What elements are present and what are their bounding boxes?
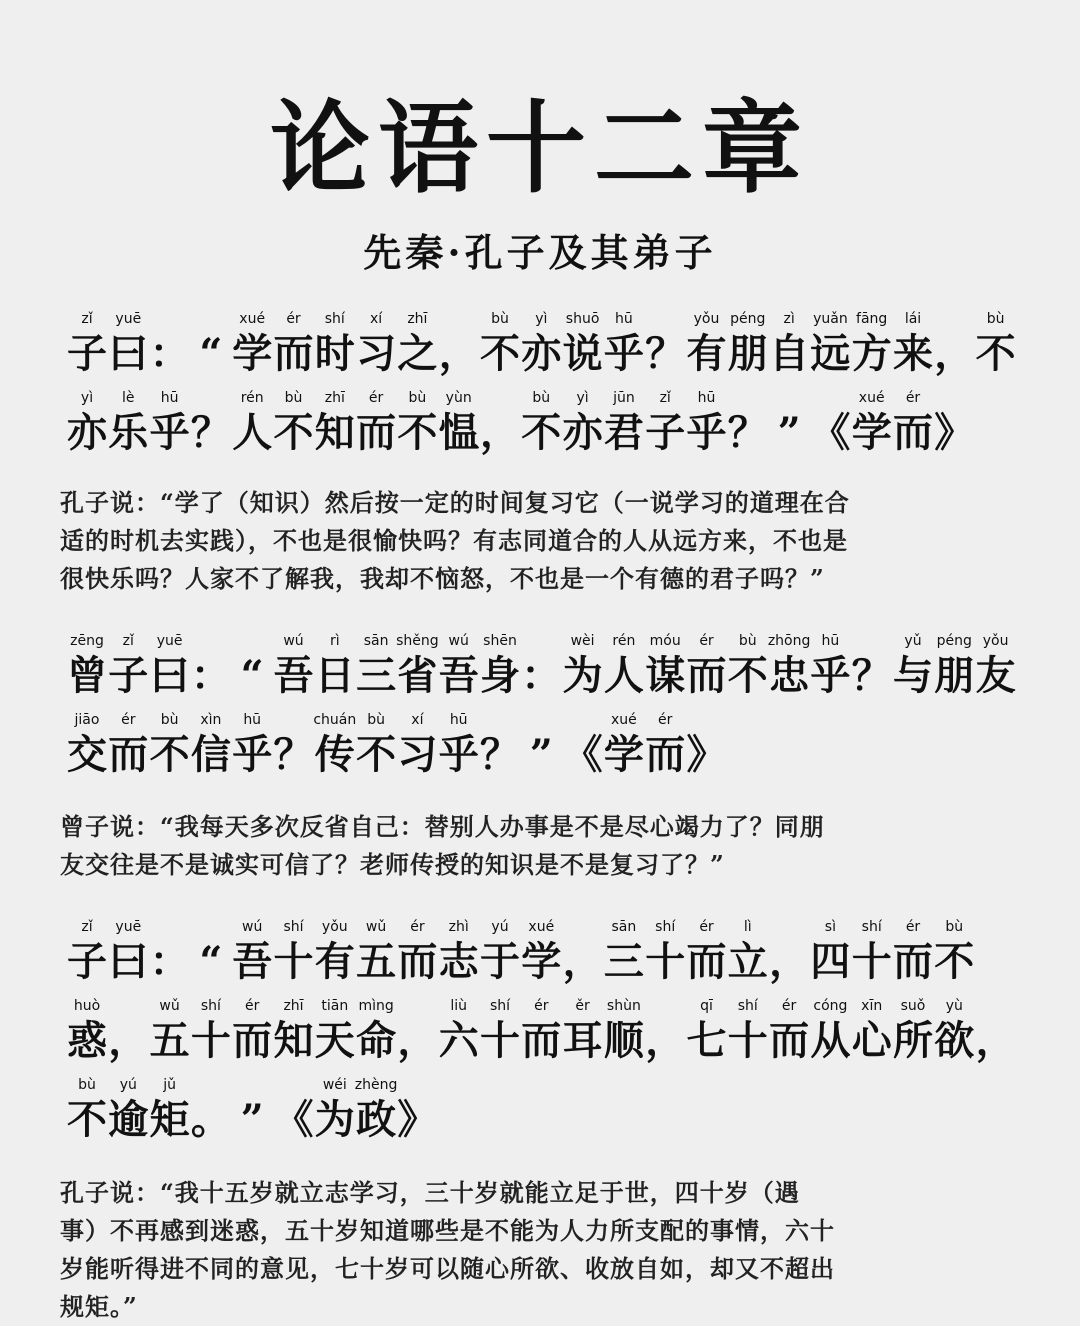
hanzi: 而 bbox=[645, 731, 686, 778]
hanzi: 不 bbox=[727, 652, 768, 699]
pinyin: xí bbox=[370, 311, 383, 327]
pinyin: ér bbox=[781, 998, 797, 1014]
hanzi: 与 bbox=[893, 652, 933, 699]
pinyin: wǔ bbox=[365, 919, 387, 935]
pinyin: hū bbox=[449, 712, 468, 728]
hanzi: ” bbox=[529, 731, 553, 778]
hanzi: 十 bbox=[727, 1017, 768, 1064]
translation bbox=[60, 1174, 1020, 1326]
hanzi: 。 bbox=[190, 1096, 231, 1143]
hanzi: 子 bbox=[67, 938, 107, 985]
hanzi: 谋 bbox=[645, 652, 686, 699]
hanzi: ？ bbox=[480, 731, 520, 778]
hanzi: 吾 bbox=[273, 652, 314, 699]
pinyin: zhèng bbox=[354, 1077, 398, 1093]
hanzi: 信 bbox=[190, 731, 231, 778]
pinyin: ér bbox=[368, 390, 384, 406]
hanzi: 人 bbox=[603, 652, 644, 699]
pinyin: ér bbox=[905, 390, 921, 406]
hanzi: 吾 bbox=[438, 652, 479, 699]
pinyin: ér bbox=[410, 919, 425, 935]
pinyin: zǐ bbox=[659, 390, 671, 406]
hanzi: 自 bbox=[769, 330, 810, 377]
pinyin: sì bbox=[824, 919, 836, 935]
hanzi: 知 bbox=[314, 409, 355, 456]
hanzi: ， bbox=[480, 409, 520, 456]
translation-line: 友交往是不是诚实可信了？老师传授的知识是不是复习了？” bbox=[60, 850, 725, 879]
hanzi: 欲 bbox=[934, 1017, 975, 1064]
hanzi: 学 bbox=[521, 938, 562, 985]
hanzi: 不 bbox=[480, 330, 520, 377]
hanzi: 七 bbox=[686, 1017, 727, 1064]
hanzi: 不 bbox=[397, 409, 438, 456]
hanzi: 乎 bbox=[686, 409, 727, 456]
hanzi: 不 bbox=[934, 938, 975, 985]
hanzi: “ bbox=[199, 938, 223, 985]
page-title: 论语十二章 bbox=[270, 89, 810, 207]
pinyin: péng bbox=[936, 633, 972, 649]
hanzi: 吾 bbox=[232, 938, 273, 985]
hanzi: ？ bbox=[190, 409, 231, 456]
hanzi: 有 bbox=[686, 330, 727, 377]
hanzi: 说 bbox=[562, 330, 603, 377]
pinyin: móu bbox=[649, 633, 681, 649]
hanzi: ， bbox=[769, 938, 810, 985]
hanzi: 三 bbox=[603, 938, 644, 985]
hanzi: 而 bbox=[356, 409, 397, 456]
pinyin: hū bbox=[160, 390, 179, 406]
pinyin: bù bbox=[738, 633, 757, 649]
pinyin: shí bbox=[283, 919, 304, 935]
translation-line: 曾子说：“我每天多次反省自己：替别人办事是不是尽心竭力了？同朋 bbox=[60, 812, 825, 841]
pinyin: zhī bbox=[407, 311, 428, 327]
hanzi: 曰 bbox=[108, 938, 149, 985]
hanzi: 交 bbox=[67, 731, 107, 778]
hanzi: 时 bbox=[314, 330, 355, 377]
hanzi: 习 bbox=[397, 731, 438, 778]
pinyin: xué bbox=[858, 390, 885, 406]
hanzi: 子 bbox=[645, 409, 686, 456]
pinyin: zhì bbox=[448, 919, 469, 935]
verse-line bbox=[62, 997, 1032, 1067]
hanzi: 心 bbox=[851, 1017, 892, 1064]
pinyin: wú bbox=[448, 633, 469, 649]
hanzi: 十 bbox=[851, 938, 892, 985]
pinyin: zhī bbox=[283, 998, 304, 1014]
pinyin: bù bbox=[491, 311, 509, 327]
hanzi: 人 bbox=[232, 409, 273, 456]
hanzi: 顺 bbox=[603, 1017, 644, 1064]
hanzi: 《 bbox=[273, 1096, 314, 1143]
hanzi: 友 bbox=[975, 652, 1016, 699]
pinyin: hū bbox=[615, 311, 633, 327]
hanzi: “ bbox=[240, 652, 264, 699]
hanzi: 不 bbox=[67, 1096, 107, 1143]
hanzi: 学 bbox=[851, 409, 892, 456]
hanzi: 不 bbox=[356, 731, 397, 778]
pinyin: ér bbox=[905, 919, 921, 935]
pinyin: hū bbox=[821, 633, 840, 649]
hanzi: 而 bbox=[893, 938, 933, 985]
hanzi: 于 bbox=[480, 938, 520, 985]
pinyin: yì bbox=[576, 390, 589, 406]
pinyin: suǒ bbox=[900, 998, 926, 1014]
pinyin: yú bbox=[491, 919, 509, 935]
hanzi: 十 bbox=[273, 938, 314, 985]
hanzi: 子 bbox=[67, 330, 107, 377]
hanzi: 乎 bbox=[438, 731, 479, 778]
verse-char bbox=[971, 310, 1021, 380]
translation-line: 规矩。” bbox=[60, 1292, 138, 1321]
hanzi: 十 bbox=[190, 1017, 231, 1064]
pinyin: shí bbox=[324, 311, 345, 327]
hanzi: 为 bbox=[562, 652, 603, 699]
pinyin: bù bbox=[367, 712, 385, 728]
hanzi: 》 bbox=[397, 1096, 438, 1143]
hanzi: 朋 bbox=[727, 330, 768, 377]
pinyin: shí bbox=[861, 919, 882, 935]
pinyin: bù bbox=[160, 712, 179, 728]
hanzi: ？ bbox=[645, 330, 686, 377]
pinyin: qī bbox=[700, 998, 713, 1014]
pinyin: zì bbox=[783, 311, 795, 327]
pinyin: wú bbox=[242, 919, 263, 935]
pinyin: shí bbox=[489, 998, 511, 1014]
hanzi: 立 bbox=[727, 938, 768, 985]
translation-line: 孔子说：“学了（知识）然后按一定的时间复习它（一说学习的道理在合 bbox=[60, 488, 850, 517]
hanzi: 曾 bbox=[67, 652, 107, 699]
pinyin: zǐ bbox=[122, 633, 134, 649]
pinyin: mìng bbox=[358, 998, 394, 1014]
hanzi: 不 bbox=[273, 409, 314, 456]
hanzi: ” bbox=[240, 1096, 264, 1143]
pinyin: yǒu bbox=[982, 633, 1009, 649]
pinyin: péng bbox=[730, 311, 766, 327]
pinyin: shùn bbox=[606, 998, 641, 1014]
hanzi: 日 bbox=[314, 652, 355, 699]
pinyin: wú bbox=[283, 633, 304, 649]
hanzi: 忠 bbox=[769, 652, 810, 699]
pinyin: liù bbox=[450, 998, 468, 1014]
pinyin: rì bbox=[329, 633, 340, 649]
hanzi: 逾 bbox=[108, 1096, 149, 1143]
pinyin: yú bbox=[119, 1077, 137, 1093]
hanzi: 十 bbox=[645, 938, 686, 985]
hanzi: 亦 bbox=[521, 330, 562, 377]
pinyin: zǐ bbox=[81, 919, 93, 935]
pinyin: bù bbox=[78, 1077, 96, 1093]
pinyin: rén bbox=[240, 390, 264, 406]
hanzi: 为 bbox=[314, 1096, 355, 1143]
pinyin: wéi bbox=[322, 1077, 347, 1093]
pinyin: lái bbox=[904, 311, 922, 327]
pinyin: ér bbox=[534, 998, 549, 1014]
hanzi: 五 bbox=[149, 1017, 190, 1064]
hanzi: ， bbox=[397, 1017, 438, 1064]
hanzi: 四 bbox=[810, 938, 851, 985]
pinyin: sān bbox=[363, 633, 389, 649]
hanzi: 所 bbox=[893, 1017, 933, 1064]
hanzi: 《 bbox=[810, 409, 851, 456]
hanzi: 省 bbox=[397, 652, 438, 699]
pinyin: rén bbox=[612, 633, 636, 649]
hanzi: ： bbox=[149, 330, 190, 377]
pinyin: xīn bbox=[861, 998, 883, 1014]
hanzi: ： bbox=[149, 938, 190, 985]
hanzi: 乐 bbox=[108, 409, 149, 456]
hanzi: 而 bbox=[686, 938, 727, 985]
pinyin: lì bbox=[743, 919, 752, 935]
pinyin: wǔ bbox=[159, 998, 180, 1014]
hanzi: ， bbox=[645, 1017, 686, 1064]
hanzi: 而 bbox=[397, 938, 438, 985]
hanzi: 命 bbox=[356, 1017, 397, 1064]
verse-char bbox=[971, 997, 1021, 1067]
hanzi: 子 bbox=[108, 652, 149, 699]
hanzi: 学 bbox=[232, 330, 273, 377]
hanzi: 之 bbox=[397, 330, 438, 377]
verse-char bbox=[392, 1076, 442, 1146]
pinyin: tiān bbox=[321, 998, 349, 1014]
verse-line bbox=[62, 711, 1032, 781]
hanzi: 不 bbox=[149, 731, 190, 778]
pinyin: cóng bbox=[813, 998, 848, 1014]
pinyin: yùn bbox=[445, 390, 472, 406]
pinyin: shí bbox=[200, 998, 221, 1014]
hanzi: 而 bbox=[686, 652, 727, 699]
hanzi: ， bbox=[975, 1017, 1016, 1064]
pinyin: sān bbox=[611, 919, 637, 935]
hanzi: 政 bbox=[356, 1096, 397, 1143]
translation bbox=[60, 484, 1020, 598]
hanzi: 知 bbox=[273, 1017, 314, 1064]
hanzi: 《 bbox=[562, 731, 603, 778]
hanzi: 耳 bbox=[562, 1017, 603, 1064]
hanzi: 愠 bbox=[438, 409, 479, 456]
hanzi: 而 bbox=[108, 731, 149, 778]
pinyin: xìn bbox=[200, 712, 222, 728]
translation-line: 适的时机去实践），不也是很愉快吗？有志同道合的人从远方来，不也是 bbox=[60, 526, 848, 555]
verse-line bbox=[62, 310, 1032, 380]
pinyin: ér bbox=[245, 998, 260, 1014]
hanzi: 》 bbox=[686, 731, 727, 778]
hanzi: 亦 bbox=[562, 409, 603, 456]
pinyin: zǐ bbox=[81, 311, 93, 327]
translation-line: 岁能听得进不同的意见，七十岁可以随心所欲、收放自如，却又不超出 bbox=[60, 1254, 835, 1283]
pinyin: xué bbox=[528, 919, 555, 935]
pinyin: yǒu bbox=[321, 919, 348, 935]
hanzi: 学 bbox=[603, 731, 644, 778]
pinyin: ér bbox=[121, 712, 136, 728]
translation-line: 事）不再感到迷惑，五十岁知道哪些是不能为人力所支配的事情，六十 bbox=[60, 1216, 835, 1245]
hanzi: 方 bbox=[851, 330, 892, 377]
hanzi: 六 bbox=[438, 1017, 479, 1064]
pinyin: huò bbox=[73, 998, 101, 1014]
verse-char bbox=[929, 389, 979, 459]
hanzi: ， bbox=[108, 1017, 149, 1064]
hanzi: ， bbox=[438, 330, 479, 377]
hanzi: 而 bbox=[769, 1017, 810, 1064]
pinyin: shí bbox=[737, 998, 758, 1014]
pinyin: yǒu bbox=[693, 311, 720, 327]
hanzi: ？ bbox=[727, 409, 768, 456]
translation bbox=[60, 808, 1020, 884]
author-line: 先秦·孔子及其弟子 bbox=[363, 230, 717, 275]
pinyin: shí bbox=[655, 919, 676, 935]
pinyin: yǔ bbox=[904, 633, 922, 649]
hanzi: 而 bbox=[521, 1017, 562, 1064]
hanzi: 矩 bbox=[149, 1096, 190, 1143]
pinyin: wèi bbox=[570, 633, 595, 649]
hanzi: 从 bbox=[810, 1017, 851, 1064]
pinyin: jūn bbox=[613, 390, 635, 406]
hanzi: 远 bbox=[810, 330, 851, 377]
hanzi: 而 bbox=[232, 1017, 273, 1064]
pinyin: jiāo bbox=[74, 712, 100, 728]
hanzi: 不 bbox=[521, 409, 562, 456]
hanzi: “ bbox=[199, 330, 223, 377]
verse-line bbox=[62, 632, 1032, 702]
pinyin: ěr bbox=[575, 998, 590, 1014]
pinyin: zēng bbox=[70, 633, 104, 649]
hanzi: 十 bbox=[480, 1017, 520, 1064]
hanzi: 朋 bbox=[934, 652, 975, 699]
hanzi: 习 bbox=[356, 330, 397, 377]
verse-char bbox=[682, 711, 732, 781]
pinyin: chuán bbox=[313, 712, 357, 728]
pinyin: yuǎn bbox=[813, 311, 848, 327]
pinyin: xué bbox=[239, 311, 266, 327]
verse-line bbox=[62, 918, 1032, 988]
pinyin: shuō bbox=[565, 311, 600, 327]
pinyin: xué bbox=[611, 712, 637, 728]
hanzi: 三 bbox=[356, 652, 397, 699]
pinyin: bù bbox=[408, 390, 427, 406]
hanzi: ？ bbox=[273, 731, 314, 778]
hanzi: 不 bbox=[975, 330, 1016, 377]
pinyin: yuē bbox=[115, 311, 142, 327]
pinyin: ér bbox=[699, 919, 714, 935]
hanzi: ？ bbox=[851, 652, 892, 699]
pinyin: ér bbox=[699, 633, 714, 649]
pinyin: bù bbox=[532, 390, 551, 406]
pinyin: yuē bbox=[156, 633, 183, 649]
hanzi: 乎 bbox=[603, 330, 644, 377]
hanzi: 曰 bbox=[108, 330, 149, 377]
pinyin: ér bbox=[658, 712, 673, 728]
hanzi: 乎 bbox=[232, 731, 273, 778]
pinyin: zhī bbox=[324, 390, 345, 406]
hanzi: 惑 bbox=[67, 1017, 107, 1064]
pinyin: bù bbox=[986, 311, 1005, 327]
hanzi: 五 bbox=[356, 938, 397, 985]
pinyin: jǔ bbox=[163, 1077, 176, 1093]
hanzi: 天 bbox=[314, 1017, 355, 1064]
hanzi: 》 bbox=[934, 409, 975, 456]
hanzi: ： bbox=[521, 652, 562, 699]
hanzi: 有 bbox=[314, 938, 355, 985]
verse-char bbox=[929, 918, 979, 988]
pinyin: yù bbox=[945, 998, 963, 1014]
pinyin: xí bbox=[411, 712, 424, 728]
pinyin: shēn bbox=[483, 633, 517, 649]
pinyin: lè bbox=[122, 390, 135, 406]
pinyin: zhōng bbox=[767, 633, 811, 649]
hanzi: 志 bbox=[438, 938, 479, 985]
verse-line bbox=[62, 1076, 1032, 1146]
hanzi: 君 bbox=[603, 409, 644, 456]
pinyin: shěng bbox=[396, 633, 439, 649]
hanzi: ， bbox=[934, 330, 975, 377]
pinyin: yuē bbox=[115, 919, 142, 935]
hanzi: ， bbox=[562, 938, 603, 985]
verse-char bbox=[971, 632, 1021, 702]
hanzi: 乎 bbox=[149, 409, 190, 456]
pinyin: ér bbox=[286, 311, 301, 327]
pinyin: fāng bbox=[856, 311, 888, 327]
hanzi: 而 bbox=[893, 409, 933, 456]
hanzi: 而 bbox=[273, 330, 314, 377]
hanzi: ： bbox=[190, 652, 231, 699]
translation-line: 孔子说：“我十五岁就立志学习，三十岁就能立足于世，四十岁（遇 bbox=[60, 1178, 800, 1207]
hanzi: 来 bbox=[893, 330, 933, 377]
hanzi: 曰 bbox=[149, 652, 190, 699]
hanzi: 传 bbox=[314, 731, 355, 778]
verse-line bbox=[62, 389, 1032, 459]
translation-line: 很快乐吗？人家不了解我，我却不恼怒，不也是一个有德的君子吗？” bbox=[60, 564, 825, 593]
pinyin: hū bbox=[697, 390, 716, 406]
pinyin: hū bbox=[243, 712, 262, 728]
pinyin: bù bbox=[284, 390, 303, 406]
pinyin: yì bbox=[535, 311, 548, 327]
hanzi: 亦 bbox=[67, 409, 107, 456]
hanzi: ” bbox=[777, 409, 801, 456]
hanzi: 身 bbox=[480, 652, 520, 699]
hanzi: 乎 bbox=[810, 652, 851, 699]
pinyin: bù bbox=[945, 919, 964, 935]
pinyin: yì bbox=[80, 390, 94, 406]
